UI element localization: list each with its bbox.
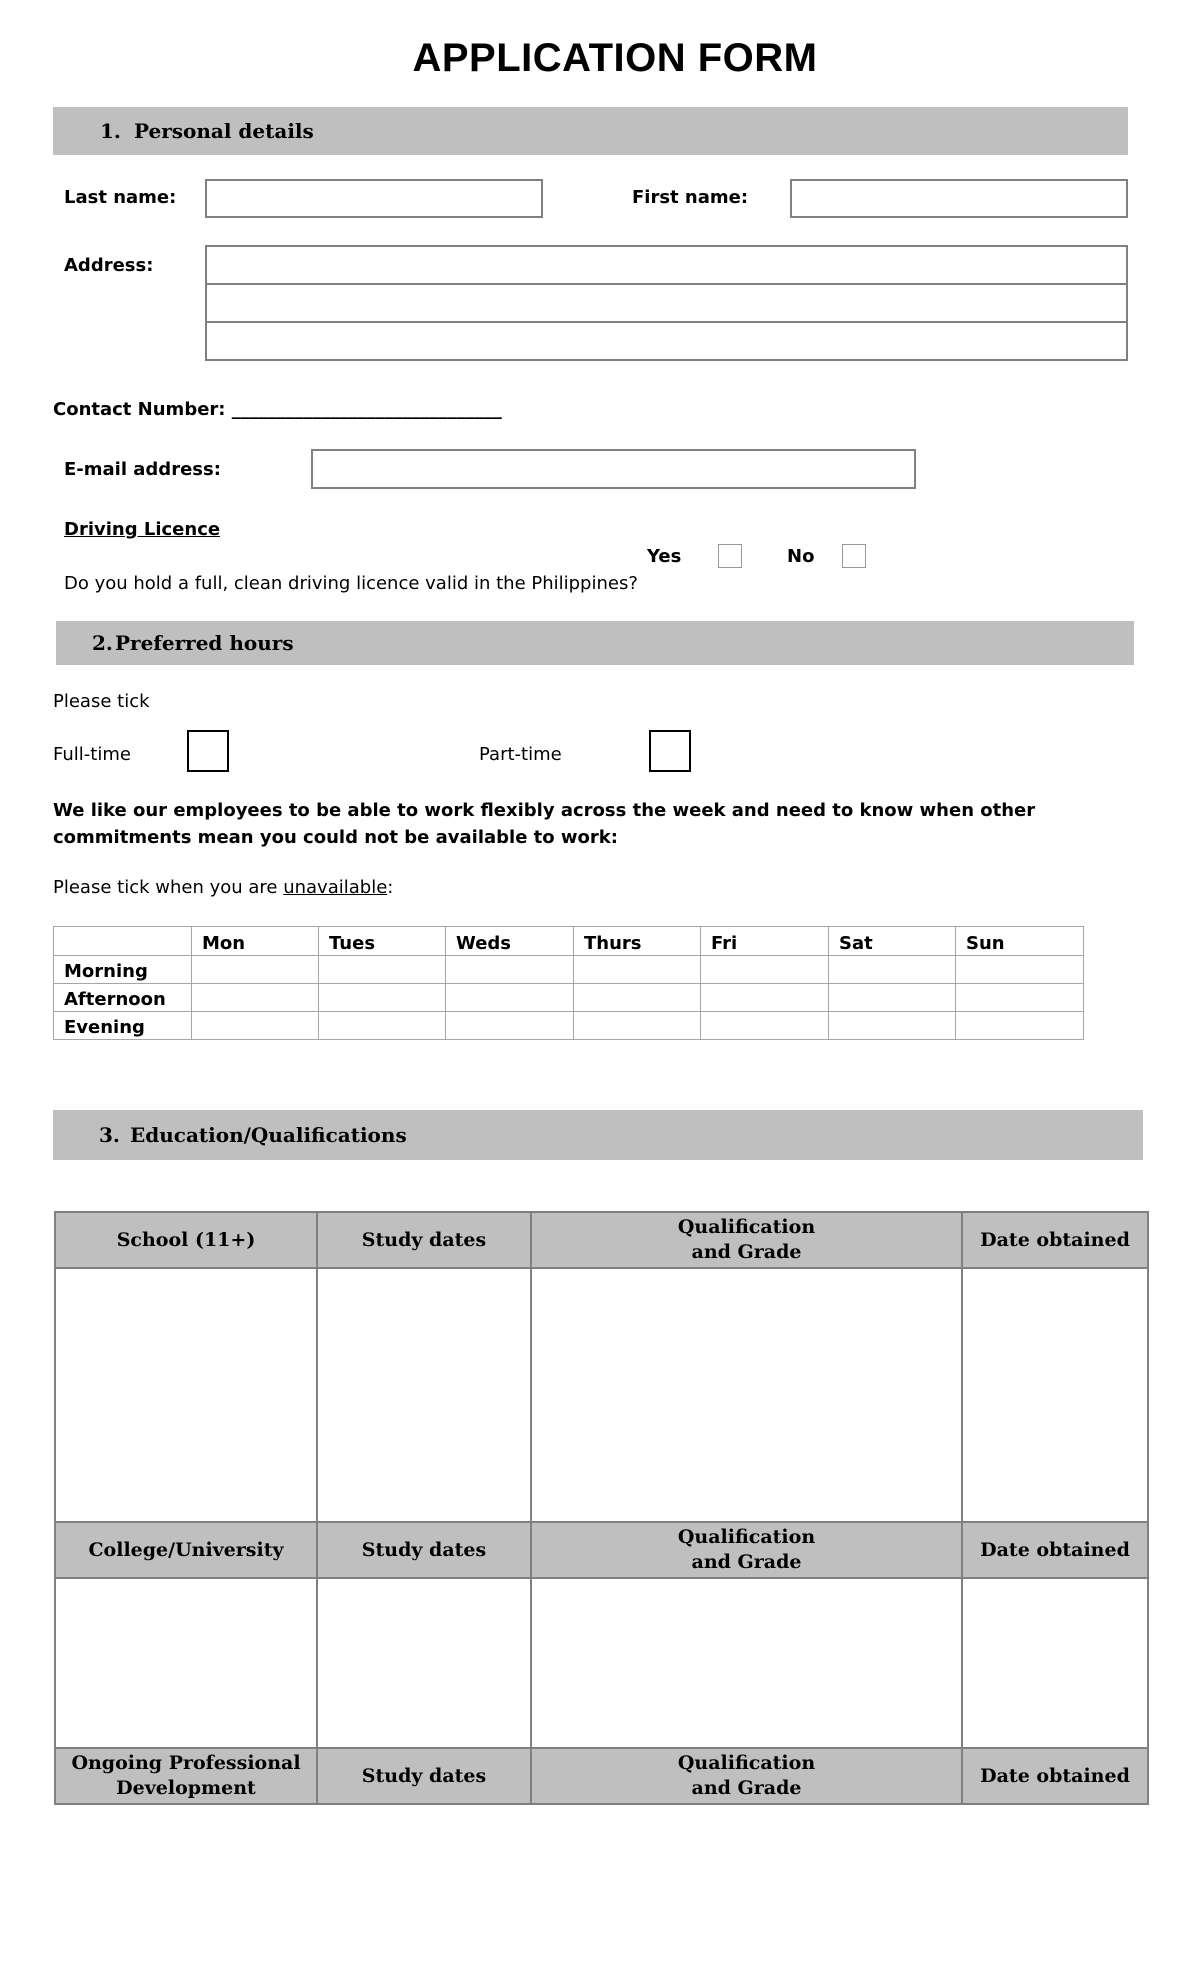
- qualification-line: Qualification: [677, 1752, 816, 1774]
- date-obtained-header: Date obtained: [962, 1212, 1148, 1268]
- availability-cell[interactable]: [701, 956, 829, 984]
- address-line-2-input[interactable]: [205, 283, 1128, 323]
- study-dates-header: Study dates: [317, 1748, 531, 1804]
- availability-cell[interactable]: [319, 984, 446, 1012]
- period-label: Afternoon: [54, 984, 192, 1012]
- availability-row-afternoon: [54, 984, 1084, 1012]
- availability-cell[interactable]: [319, 1012, 446, 1040]
- date-obtained-entry-cell[interactable]: [962, 1268, 1148, 1522]
- section-number: 3.: [99, 1123, 120, 1147]
- availability-cell[interactable]: [956, 984, 1084, 1012]
- last-name-label: Last name:: [64, 187, 177, 208]
- study-dates-entry-cell[interactable]: [317, 1578, 531, 1748]
- availability-cell[interactable]: [956, 1012, 1084, 1040]
- address-line-3-input[interactable]: [205, 321, 1128, 361]
- availability-cell[interactable]: [319, 956, 446, 984]
- school-header-row: [55, 1212, 1148, 1268]
- please-tick-text: Please tick: [53, 691, 150, 712]
- licence-yes-checkbox[interactable]: [718, 544, 742, 568]
- availability-cell[interactable]: [446, 984, 574, 1012]
- availability-cell[interactable]: [446, 956, 574, 984]
- cpd-line: Development: [116, 1777, 256, 1799]
- driving-licence-heading: Driving Licence: [64, 519, 221, 540]
- school-entry-row: [55, 1268, 1148, 1522]
- qualification-entry-cell[interactable]: [531, 1268, 962, 1522]
- period-label: Morning: [54, 956, 192, 984]
- availability-cell[interactable]: [574, 956, 701, 984]
- availability-table: [53, 926, 1084, 1040]
- day-header: Sun: [956, 927, 1084, 956]
- qualification-header: [531, 1212, 962, 1268]
- qualification-line: and Grade: [691, 1777, 802, 1799]
- availability-cell[interactable]: [574, 984, 701, 1012]
- licence-no-checkbox[interactable]: [842, 544, 866, 568]
- section-title: Preferred hours: [115, 631, 294, 655]
- first-name-input[interactable]: [790, 179, 1128, 218]
- availability-cell[interactable]: [829, 956, 956, 984]
- unavailable-prefix: Please tick when you are: [53, 877, 284, 898]
- availability-cell[interactable]: [829, 1012, 956, 1040]
- section-number: 1.: [100, 119, 121, 143]
- qualification-line: Qualification: [677, 1526, 816, 1548]
- college-entry-row: [55, 1578, 1148, 1748]
- school-entry-cell[interactable]: [55, 1268, 317, 1522]
- part-time-checkbox[interactable]: [649, 730, 691, 772]
- section-header-education: [53, 1110, 1143, 1160]
- driving-licence-question: Do you hold a full, clean driving licence valid in the Philippines?: [64, 573, 638, 594]
- email-label: E-mail address:: [64, 459, 221, 480]
- date-obtained-header: Date obtained: [962, 1748, 1148, 1804]
- part-time-label: Part-time: [479, 744, 562, 765]
- education-table: [54, 1211, 1149, 1805]
- full-time-checkbox[interactable]: [187, 730, 229, 772]
- qualification-line: Qualification: [677, 1216, 816, 1238]
- section-title: Education/Qualifications: [130, 1123, 407, 1147]
- corner-cell: [54, 927, 192, 956]
- availability-cell[interactable]: [574, 1012, 701, 1040]
- availability-cell[interactable]: [446, 1012, 574, 1040]
- section-header-personal: [53, 107, 1128, 155]
- availability-row-morning: [54, 956, 1084, 984]
- day-header: Mon: [192, 927, 319, 956]
- yes-label: Yes: [647, 546, 682, 567]
- day-header: Tues: [319, 927, 446, 956]
- day-header: Fri: [701, 927, 829, 956]
- address-label: Address:: [64, 255, 154, 276]
- availability-cell[interactable]: [829, 984, 956, 1012]
- unavailable-suffix: :: [387, 877, 394, 898]
- date-obtained-entry-cell[interactable]: [962, 1578, 1148, 1748]
- section-title: Personal details: [134, 119, 314, 143]
- qualification-line: and Grade: [691, 1241, 802, 1263]
- availability-row-evening: [54, 1012, 1084, 1040]
- flexibility-note: We like our employees to be able to work flexibly across the week and need to know when other commitments mean you could not be available to work:: [53, 800, 1036, 848]
- qualification-header: [531, 1748, 962, 1804]
- availability-cell[interactable]: [956, 956, 1084, 984]
- unavailable-word: unavailable: [283, 877, 388, 898]
- period-label: Evening: [54, 1012, 192, 1040]
- college-header-row: [55, 1522, 1148, 1578]
- school-header: School (11+): [55, 1212, 317, 1268]
- email-input[interactable]: [311, 449, 916, 489]
- availability-cell[interactable]: [192, 984, 319, 1012]
- section-header-hours: [56, 621, 1134, 665]
- first-name-label: First name:: [632, 187, 749, 208]
- page-title: APPLICATION FORM: [412, 36, 818, 80]
- availability-cell[interactable]: [701, 984, 829, 1012]
- day-header: Weds: [446, 927, 574, 956]
- unavailable-instruction: [53, 877, 393, 898]
- college-header: College/University: [55, 1522, 317, 1578]
- cpd-line: Ongoing Professional: [71, 1752, 301, 1774]
- section-number: 2.: [92, 631, 113, 655]
- day-header: Sat: [829, 927, 956, 956]
- cpd-header: [55, 1748, 317, 1804]
- qualification-line: and Grade: [691, 1551, 802, 1573]
- cpd-header-row: [55, 1748, 1148, 1804]
- day-header: Thurs: [574, 927, 701, 956]
- availability-header-row: [54, 927, 1084, 956]
- college-entry-cell[interactable]: [55, 1578, 317, 1748]
- availability-cell[interactable]: [701, 1012, 829, 1040]
- availability-cell[interactable]: [192, 956, 319, 984]
- address-line-1-input[interactable]: [205, 245, 1128, 285]
- study-dates-entry-cell[interactable]: [317, 1268, 531, 1522]
- qualification-entry-cell[interactable]: [531, 1578, 962, 1748]
- study-dates-header: Study dates: [317, 1212, 531, 1268]
- last-name-input[interactable]: [205, 179, 543, 218]
- qualification-header: [531, 1522, 962, 1578]
- study-dates-header: Study dates: [317, 1522, 531, 1578]
- contact-number-field[interactable]: Contact Number: ______________________________: [53, 399, 502, 420]
- date-obtained-header: Date obtained: [962, 1522, 1148, 1578]
- availability-cell[interactable]: [192, 1012, 319, 1040]
- no-label: No: [787, 546, 815, 567]
- full-time-label: Full-time: [53, 744, 131, 765]
